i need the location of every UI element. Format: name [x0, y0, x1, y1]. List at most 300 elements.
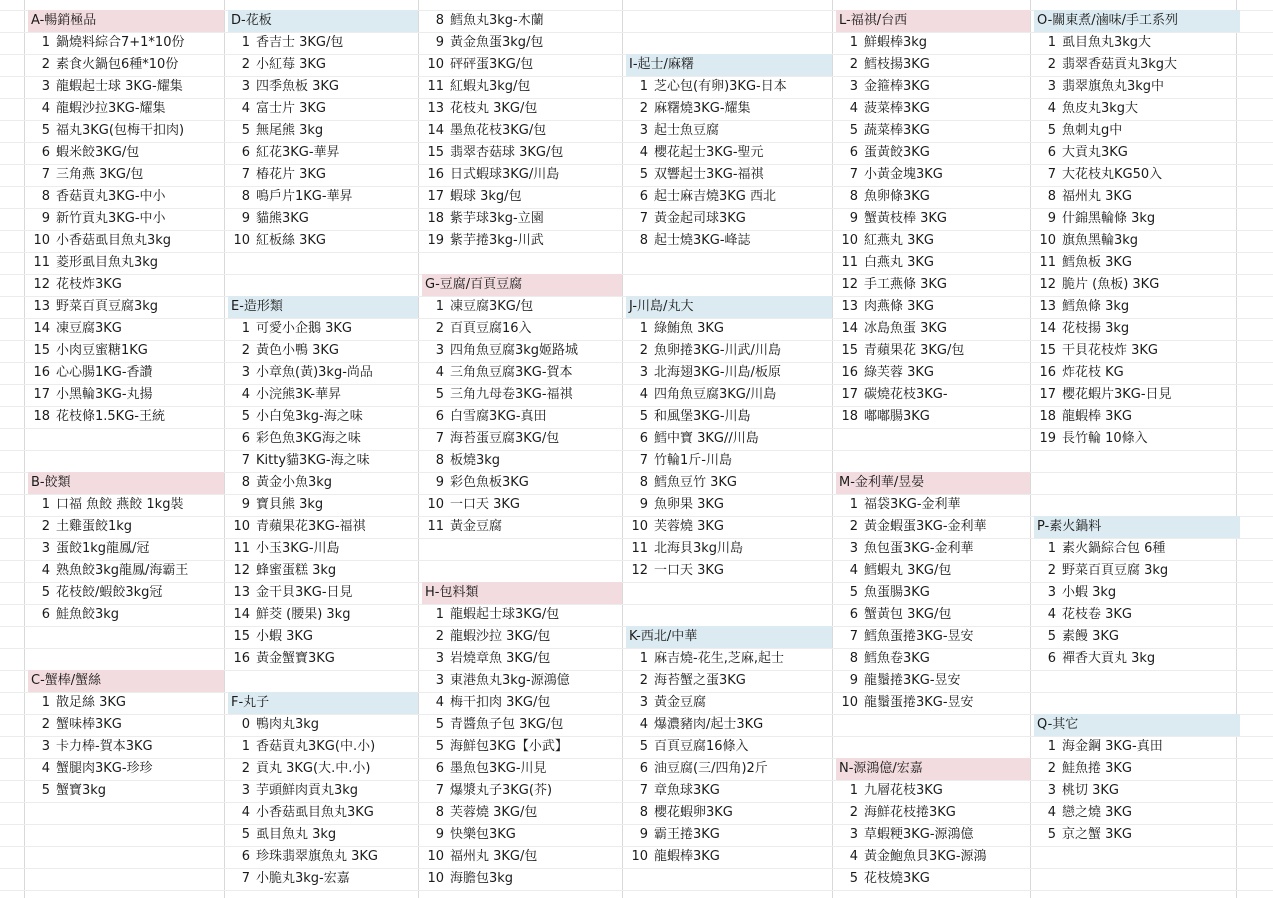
item-number: 4: [41, 101, 50, 116]
product-name: 魚卵果 3KG: [654, 497, 725, 512]
product-name: 墨魚包3KG-川見: [450, 761, 547, 776]
product-row: [422, 824, 516, 846]
product-row: [228, 648, 335, 670]
product-row: [626, 362, 781, 384]
product-name: 虱目魚丸 3kg: [256, 827, 337, 842]
product-name: 龍鬚捲3KG-昱安: [864, 673, 961, 688]
product-name: 禪香大貢丸 3kg: [1062, 651, 1156, 666]
product-row: [1034, 428, 1148, 450]
item-number: 5: [41, 585, 50, 600]
product-row: [626, 494, 724, 516]
product-name: 鱈魚蛋捲3KG-昱安: [864, 629, 974, 644]
product-name: 岩燒章魚 3KG/包: [450, 651, 551, 666]
product-row: [626, 76, 787, 98]
product-name: 小香菇虱目魚丸3KG: [256, 805, 374, 820]
product-name: 白雪腐3KG-真田: [450, 409, 547, 424]
item-number: 5: [435, 717, 444, 732]
item-number: 5: [435, 739, 444, 754]
item-number: 2: [241, 57, 250, 72]
product-name: 芙蓉燒 3KG: [654, 519, 725, 534]
product-row: [836, 142, 930, 164]
product-row: [1034, 98, 1138, 120]
product-row: [422, 362, 573, 384]
grid-column-line: [224, 0, 225, 898]
product-name: 墨魚花枝3KG/包: [450, 123, 547, 138]
category-header: K-西北/中華: [626, 626, 832, 648]
product-name: 小紅莓 3KG: [256, 57, 327, 72]
item-number: 2: [41, 519, 50, 534]
product-name: 櫻花蝦片3KG-日見: [1062, 387, 1172, 402]
item-number: 6: [41, 607, 50, 622]
item-number: 16: [841, 365, 858, 380]
item-number: 4: [241, 101, 250, 116]
product-name: 四角魚豆腐3KG/川島: [654, 387, 777, 402]
product-name: 紫芋球3kg-立園: [450, 211, 544, 226]
product-row: [422, 626, 550, 648]
item-number: 5: [241, 827, 250, 842]
product-row: [228, 406, 363, 428]
category-header: F-丸子: [228, 692, 418, 714]
product-row: [228, 208, 309, 230]
item-number: 1: [241, 739, 250, 754]
item-number: 4: [241, 805, 250, 820]
item-number: 3: [1047, 79, 1056, 94]
item-number: 6: [849, 145, 858, 160]
product-name: 脆片 (魚板) 3KG: [1062, 277, 1160, 292]
grid-row-line: [0, 890, 1273, 891]
item-number: 10: [841, 233, 858, 248]
product-name: 凍豆腐3KG: [56, 321, 122, 336]
item-number: 6: [435, 761, 444, 776]
product-name: 龍鬚蛋捲3KG-昱安: [864, 695, 974, 710]
product-name: 鱈魚條 3kg: [1062, 299, 1130, 314]
item-number: 4: [639, 387, 648, 402]
item-number: 6: [41, 145, 50, 160]
product-name: 香吉士 3KG/包: [256, 35, 344, 50]
item-number: 11: [427, 519, 444, 534]
product-name: 福州丸 3KG: [1062, 189, 1133, 204]
product-name: 小黃金塊3KG: [864, 167, 943, 182]
product-name: 香菇貢丸3KG(中.小): [256, 739, 376, 754]
product-row: [422, 296, 533, 318]
product-name: 麻糬燒3KG-耀集: [654, 101, 751, 116]
item-number: 3: [41, 739, 50, 754]
item-number: 3: [1047, 783, 1056, 798]
category-header: C-蟹棒/蟹絲: [28, 670, 224, 692]
product-row: [626, 428, 759, 450]
product-row: [836, 604, 951, 626]
item-number: 9: [639, 497, 648, 512]
item-number: 13: [233, 585, 250, 600]
product-row: [626, 538, 743, 560]
product-name: 手工燕條 3KG: [864, 277, 948, 292]
product-row: [626, 164, 764, 186]
product-name: 四角魚豆腐3kg姬路城: [450, 343, 579, 358]
item-number: 5: [639, 167, 648, 182]
product-name: 無尾熊 3kg: [256, 123, 324, 138]
product-row: [228, 54, 326, 76]
item-number: 4: [1047, 805, 1056, 820]
item-number: 14: [233, 607, 250, 622]
item-number: 19: [1039, 431, 1056, 446]
product-name: 花枝餃/蝦餃3kg冠: [56, 585, 163, 600]
product-row: [422, 692, 550, 714]
product-row: [28, 142, 139, 164]
product-name: 黃金豆腐: [450, 519, 503, 534]
product-name: 龍蝦起士球3KG/包: [450, 607, 560, 622]
product-name: 花枝條1.5KG-王統: [56, 409, 165, 424]
product-name: 炸花枝 KG: [1062, 365, 1124, 380]
item-number: 3: [849, 79, 858, 94]
product-name: 紅蝦丸3kg/包: [450, 79, 531, 94]
product-name: 素火鍋綜合包 6種: [1062, 541, 1166, 556]
product-row: [228, 868, 350, 890]
item-number: 9: [41, 211, 50, 226]
product-row: [422, 406, 547, 428]
item-number: 6: [241, 849, 250, 864]
item-number: 2: [241, 761, 250, 776]
product-name: 小黑輪3KG-丸揚: [56, 387, 153, 402]
category-header: D-花板: [228, 10, 418, 32]
product-name: 草蝦粳3KG-源鴻億: [864, 827, 974, 842]
product-row: [1034, 802, 1132, 824]
product-name: 小肉豆蜜糖1KG: [56, 343, 148, 358]
product-row: [626, 450, 732, 472]
product-row: [836, 406, 930, 428]
product-row: [836, 230, 934, 252]
product-name: 起士燒3KG-峰誌: [654, 233, 751, 248]
product-name: 海金鋼 3KG-真田: [1062, 739, 1163, 754]
product-name: 日式蝦球3KG/川島: [450, 167, 560, 182]
grid-column-line: [418, 0, 419, 898]
product-row: [836, 494, 961, 516]
product-row: [28, 516, 132, 538]
grid-row-line: [0, 868, 1273, 869]
product-name: 海鮮花枝捲3KG: [864, 805, 956, 820]
product-row: [28, 98, 166, 120]
product-name: 章魚球3KG: [654, 783, 720, 798]
product-row: [836, 54, 930, 76]
product-name: 海鮮包3KG【小武】: [450, 739, 568, 754]
product-row: [422, 494, 520, 516]
product-row: [228, 428, 361, 450]
product-row: [626, 670, 746, 692]
item-number: 6: [435, 409, 444, 424]
product-row: [626, 560, 724, 582]
item-number: 17: [33, 387, 50, 402]
item-number: 13: [427, 101, 444, 116]
product-row: [626, 230, 751, 252]
product-row: [1034, 780, 1119, 802]
product-name: Kitty貓3KG-海之味: [256, 453, 370, 468]
item-number: 7: [639, 211, 648, 226]
product-name: 菠菜棒3KG: [864, 101, 930, 116]
product-name: 鍋燒料綜合7+1*10份: [56, 35, 185, 50]
item-number: 6: [1047, 651, 1056, 666]
item-number: 5: [639, 739, 648, 754]
product-name: 蟹黃包 3KG/包: [864, 607, 952, 622]
item-number: 7: [241, 871, 250, 886]
item-number: 5: [241, 409, 250, 424]
item-number: 6: [1047, 145, 1056, 160]
product-row: [1034, 384, 1172, 406]
item-number: 10: [1039, 233, 1056, 248]
item-number: 6: [241, 431, 250, 446]
product-name: 卡力棒-賀本3KG: [56, 739, 153, 754]
product-name: 霸王捲3KG: [654, 827, 720, 842]
product-name: 桃切 3KG: [1062, 783, 1120, 798]
product-row: [422, 318, 532, 340]
item-number: 2: [849, 805, 858, 820]
product-name: 蔬菜棒3KG: [864, 123, 930, 138]
item-number: 11: [233, 541, 250, 556]
product-row: [422, 846, 537, 868]
product-name: 快樂包3KG: [450, 827, 516, 842]
product-name: 青蘋果花3KG-福祺: [256, 519, 366, 534]
item-number: 8: [639, 475, 648, 490]
product-name: 百頁豆腐16條入: [654, 739, 749, 754]
item-number: 2: [435, 629, 444, 644]
product-name: 花枝丸 3KG/包: [450, 101, 538, 116]
product-row: [422, 450, 500, 472]
product-row: [626, 406, 751, 428]
item-number: 4: [849, 563, 858, 578]
product-row: [422, 780, 552, 802]
item-number: 14: [33, 321, 50, 336]
item-number: 2: [1047, 57, 1056, 72]
product-row: [1034, 274, 1159, 296]
product-row: [228, 714, 319, 736]
product-row: [836, 868, 930, 890]
product-name: 香菇貢丸3KG-中小: [56, 189, 166, 204]
item-number: 5: [849, 585, 858, 600]
product-row: [422, 758, 547, 780]
category-header: M-金利華/昱晏: [836, 472, 1030, 494]
item-number: 10: [631, 849, 648, 864]
item-number: 3: [849, 541, 858, 556]
item-number: 13: [33, 299, 50, 314]
item-number: 6: [639, 431, 648, 446]
item-number: 17: [427, 189, 444, 204]
item-number: 5: [1047, 123, 1056, 138]
product-name: 紅板絲 3KG: [256, 233, 327, 248]
item-number: 8: [435, 453, 444, 468]
product-row: [28, 274, 122, 296]
product-name: 黃金豆腐: [654, 695, 707, 710]
product-name: 蝦米餃3KG/包: [56, 145, 140, 160]
item-number: 7: [435, 431, 444, 446]
item-number: 2: [435, 321, 444, 336]
item-number: 3: [241, 783, 250, 798]
item-number: 15: [33, 343, 50, 358]
product-name: 黃色小鴨 3KG: [256, 343, 340, 358]
product-row: [228, 32, 343, 54]
item-number: 9: [435, 475, 444, 490]
product-row: [626, 142, 764, 164]
product-row: [28, 406, 165, 428]
product-row: [228, 164, 326, 186]
product-row: [836, 186, 930, 208]
item-number: 10: [631, 519, 648, 534]
product-name: 菱形虱目魚丸3kg: [56, 255, 159, 270]
item-number: 9: [849, 673, 858, 688]
item-number: 14: [841, 321, 858, 336]
item-number: 19: [427, 233, 444, 248]
product-row: [422, 604, 559, 626]
product-name: 一口天 3KG: [654, 563, 725, 578]
product-name: 心心腸1KG-香讚: [56, 365, 153, 380]
item-number: 5: [241, 123, 250, 138]
product-row: [1034, 406, 1132, 428]
item-number: 2: [639, 343, 648, 358]
product-row: [422, 208, 544, 230]
product-name: 彩色魚3KG海之味: [256, 431, 361, 446]
item-number: 7: [849, 167, 858, 182]
product-row: [422, 868, 513, 890]
product-name: 双響起士3KG-福祺: [654, 167, 764, 182]
item-number: 5: [849, 871, 858, 886]
item-number: 10: [427, 871, 444, 886]
product-name: 芝心包(有卵)3KG-日本: [654, 79, 787, 94]
item-number: 10: [841, 695, 858, 710]
product-name: 鱈魚丸3kg-木蘭: [450, 13, 544, 28]
product-row: [626, 208, 746, 230]
item-number: 8: [435, 805, 444, 820]
item-number: 15: [233, 629, 250, 644]
product-row: [626, 692, 706, 714]
product-name: 鱈魚板 3KG: [1062, 255, 1133, 270]
product-row: [422, 340, 578, 362]
product-row: [626, 714, 763, 736]
product-name: 鮭魚捲 3KG: [1062, 761, 1133, 776]
item-number: 1: [241, 321, 250, 336]
product-name: 芙蓉燒 3KG/包: [450, 805, 538, 820]
item-number: 6: [639, 189, 648, 204]
category-header: O-關東煮/滷味/手工系列: [1034, 10, 1240, 32]
product-name: 青蘋果花 3KG/包: [864, 343, 965, 358]
item-number: 3: [435, 673, 444, 688]
item-number: 9: [241, 497, 250, 512]
category-header: E-造形類: [228, 296, 418, 318]
product-name: 起士麻吉燒3KG 西北: [654, 189, 777, 204]
item-number: 9: [1047, 211, 1056, 226]
item-number: 1: [639, 651, 648, 666]
product-name: 海膽包3kg: [450, 871, 514, 886]
item-number: 8: [241, 189, 250, 204]
item-number: 9: [241, 211, 250, 226]
product-name: 干貝花枝炸 3KG: [1062, 343, 1159, 358]
product-row: [228, 736, 375, 758]
item-number: 11: [33, 255, 50, 270]
product-row: [836, 780, 943, 802]
product-name: 黃金鮑魚貝3KG-源鴻: [864, 849, 987, 864]
product-name: 紫芋捲3kg-川武: [450, 233, 544, 248]
item-number: 10: [33, 233, 50, 248]
product-row: [28, 230, 171, 252]
item-number: 7: [241, 167, 250, 182]
product-name: 板燒3kg: [450, 453, 501, 468]
category-header: G-豆腐/百頁豆腐: [422, 274, 622, 296]
product-row: [1034, 626, 1119, 648]
item-number: 10: [427, 849, 444, 864]
item-number: 10: [427, 57, 444, 72]
product-row: [1034, 340, 1158, 362]
item-number: 15: [841, 343, 858, 358]
product-row: [422, 472, 529, 494]
product-name: 小白兔3kg-海之味: [256, 409, 363, 424]
product-name: 椿花片 3KG: [256, 167, 327, 182]
product-name: 黃金小魚3kg: [256, 475, 333, 490]
product-row: [28, 186, 166, 208]
product-row: [28, 54, 178, 76]
category-header: H-包料類: [422, 582, 622, 604]
product-name: 貓熊3KG: [256, 211, 309, 226]
product-row: [422, 670, 570, 692]
product-name: 魚包蛋3KG-金利華: [864, 541, 974, 556]
product-row: [1034, 230, 1138, 252]
product-name: 蟹味棒3KG: [56, 717, 122, 732]
item-number: 8: [41, 189, 50, 204]
item-number: 0: [241, 717, 250, 732]
product-row: [626, 384, 776, 406]
product-row: [422, 428, 559, 450]
product-name: 龍蝦起士球 3KG-耀集: [56, 79, 183, 94]
product-row: [836, 670, 961, 692]
product-name: 九層花枝3KG: [864, 783, 943, 798]
product-name: 肉燕條 3KG: [864, 299, 935, 314]
product-row: [1034, 76, 1164, 98]
grid-column-line: [1030, 0, 1031, 898]
product-row: [836, 560, 951, 582]
product-row: [28, 318, 122, 340]
product-row: [626, 846, 720, 868]
product-name: 野菜百頁豆腐 3kg: [1062, 563, 1169, 578]
product-row: [228, 582, 353, 604]
product-name: 鱈魚豆竹 3KG: [654, 475, 738, 490]
product-name: 海苔蟹之蛋3KG: [654, 673, 746, 688]
item-number: 4: [41, 761, 50, 776]
item-number: 3: [639, 695, 648, 710]
product-row: [422, 648, 550, 670]
product-row: [28, 538, 149, 560]
item-number: 6: [849, 607, 858, 622]
item-number: 9: [435, 827, 444, 842]
product-row: [228, 76, 339, 98]
product-name: 素饅 3KG: [1062, 629, 1120, 644]
product-row: [1034, 582, 1116, 604]
product-name: 鳴戶片1KG-華昇: [256, 189, 353, 204]
product-name: 北海貝3kg川島: [654, 541, 744, 556]
item-number: 4: [1047, 607, 1056, 622]
item-number: 7: [639, 453, 648, 468]
product-row: [28, 582, 162, 604]
item-number: 14: [427, 123, 444, 138]
item-number: 1: [639, 79, 648, 94]
category-header: L-福祺/台西: [836, 10, 1030, 32]
product-name: 富士片 3KG: [256, 101, 327, 116]
product-name: 翡翠杏菇球 3KG/包: [450, 145, 564, 160]
item-number: 4: [849, 849, 858, 864]
product-name: 三角燕 3KG/包: [56, 167, 144, 182]
item-number: 7: [241, 453, 250, 468]
item-number: 5: [1047, 827, 1056, 842]
product-name: 三角九母卷3KG-福祺: [450, 387, 573, 402]
product-row: [422, 54, 533, 76]
product-name: 鴨肉丸3kg: [256, 717, 320, 732]
product-name: 四季魚板 3KG: [256, 79, 340, 94]
product-row: [28, 560, 188, 582]
product-name: 可愛小企鵝 3KG: [256, 321, 353, 336]
